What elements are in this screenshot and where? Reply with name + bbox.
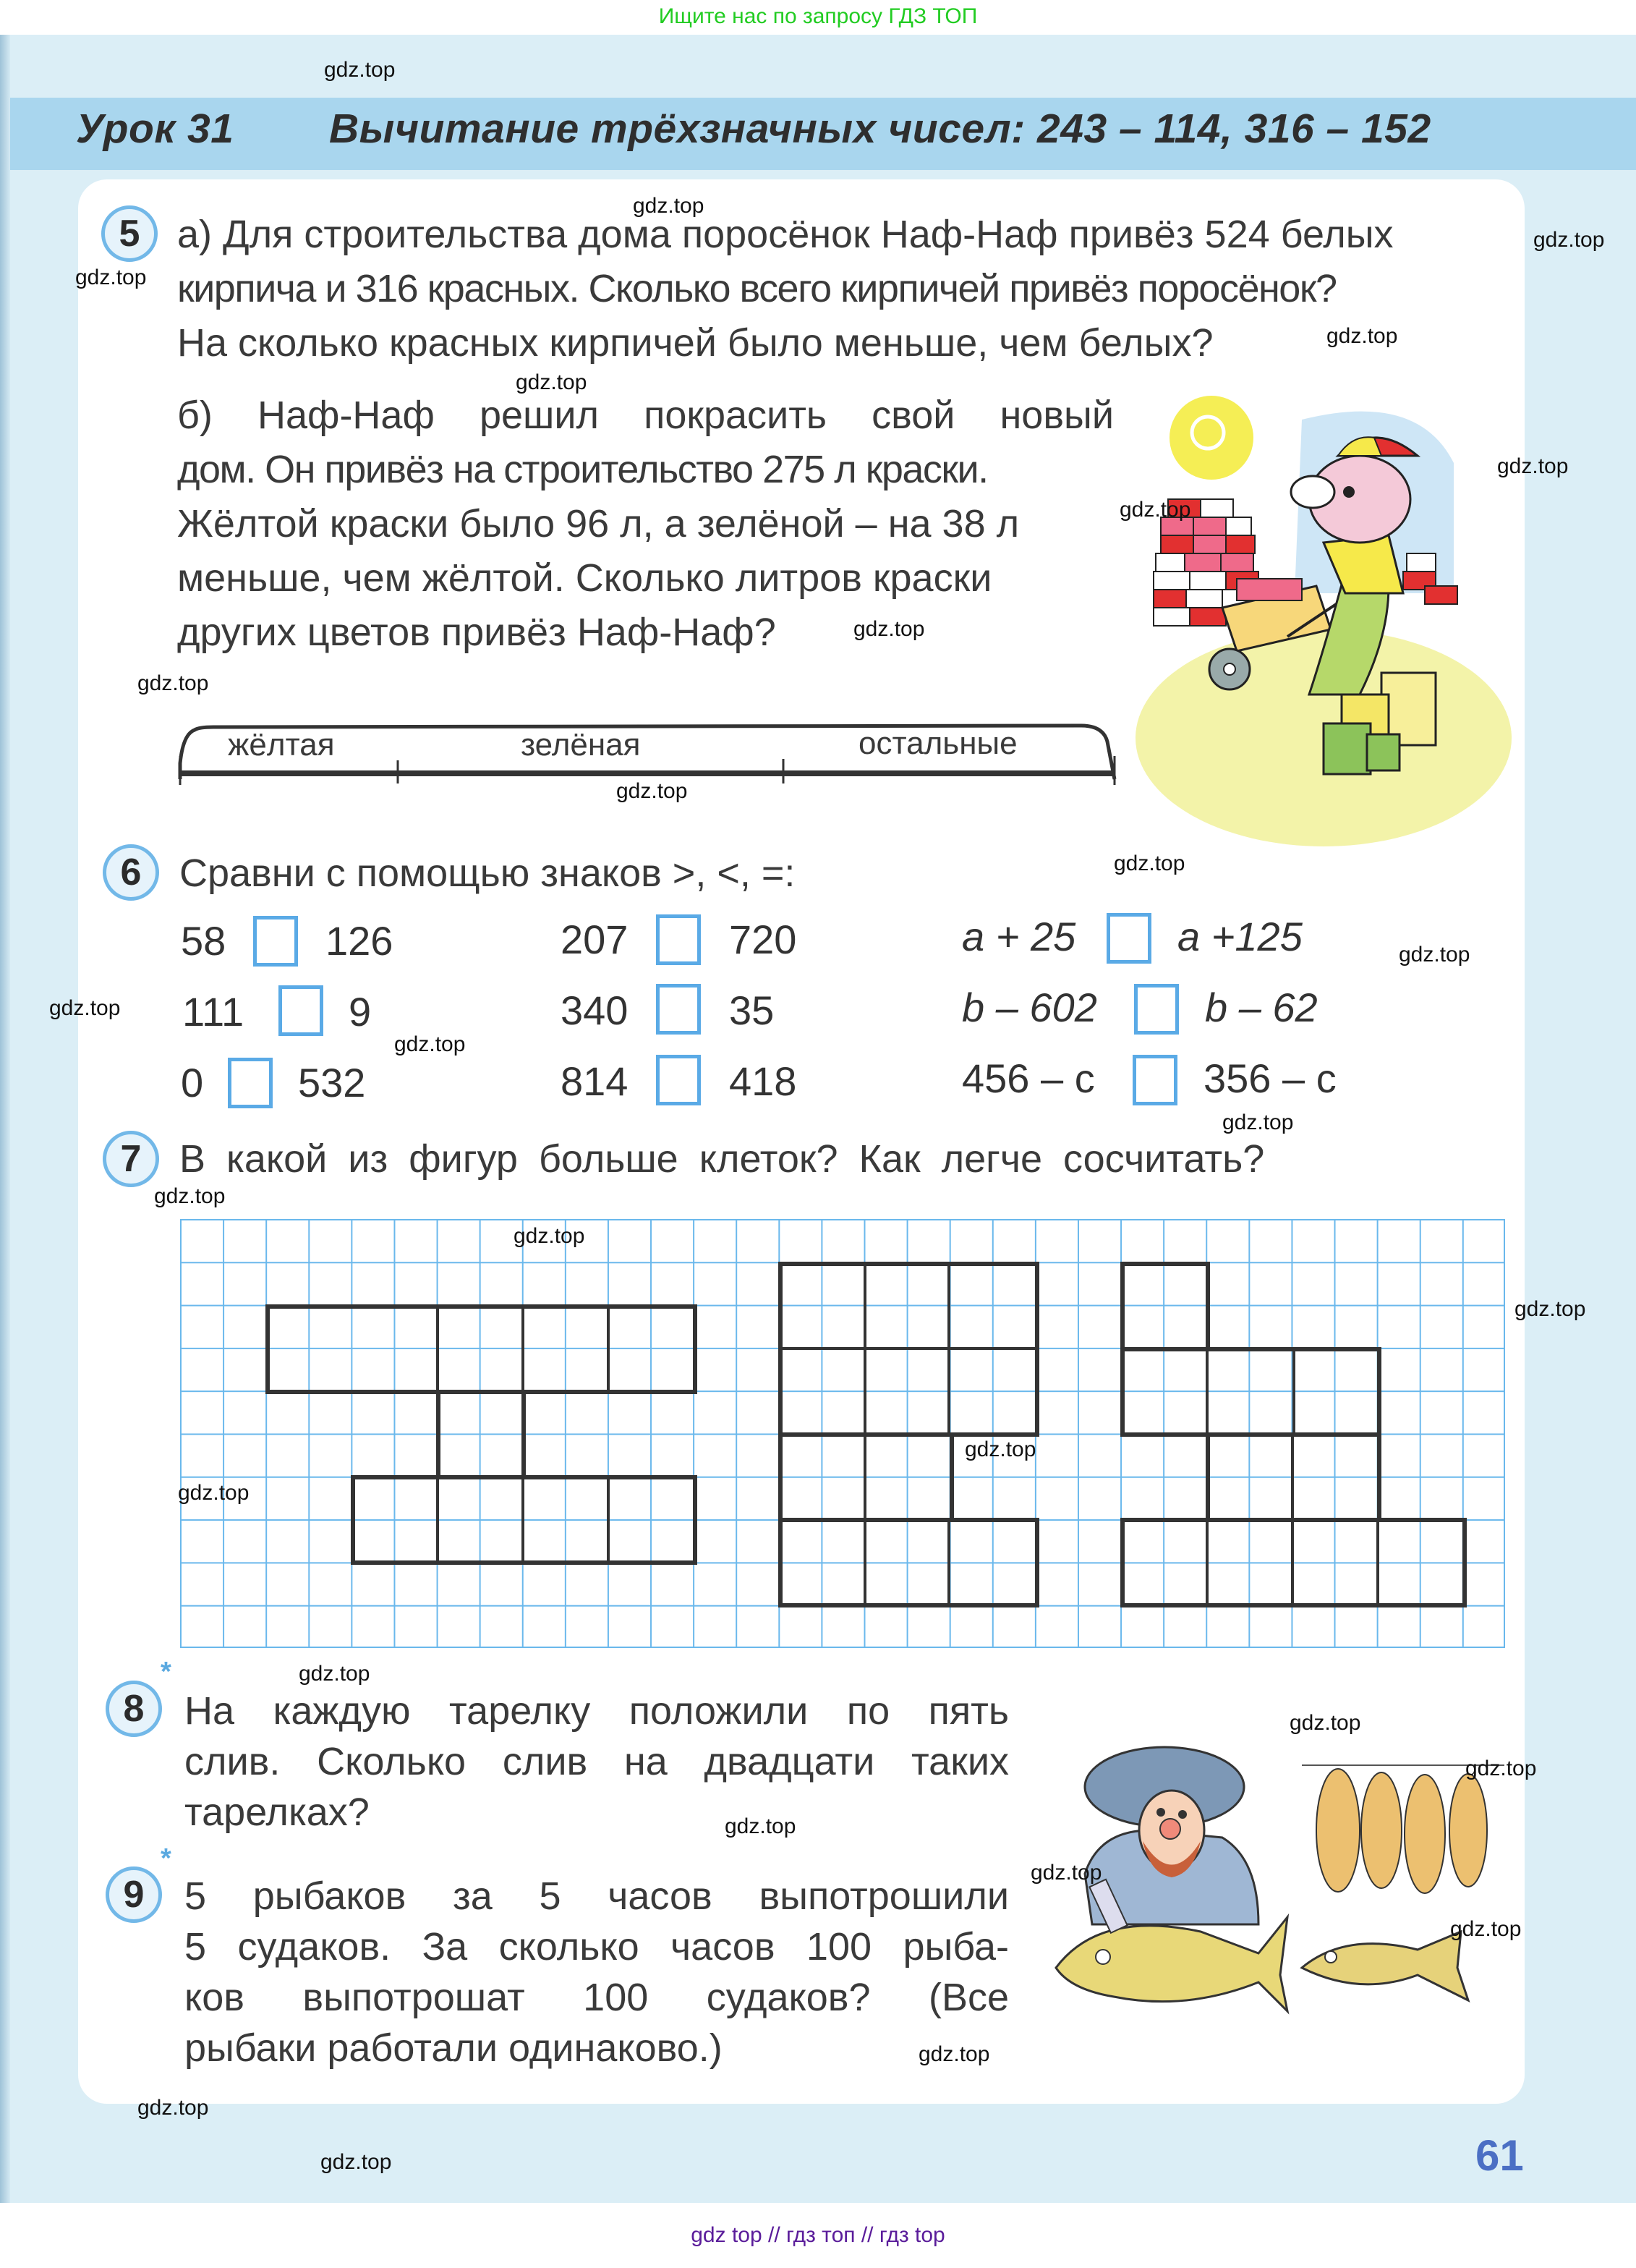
watermark: gdz.top [154,1184,226,1208]
figure-3-divider [1206,1518,1294,1607]
compare-sign-input[interactable] [228,1058,273,1108]
figure-1-middle [436,1390,526,1479]
watermark: gdz.top [1533,228,1605,252]
figure-1-divider [521,1475,610,1565]
task9-line-2: 5 судаков. За сколько часов 100 рыба- [184,1925,1009,1968]
compare-sign-input[interactable] [1134,984,1179,1035]
bottom-banner[interactable]: gdz top // гдз топ // гдз top [0,2203,1636,2255]
watermark: gdz.top [178,1481,250,1505]
task-number-5: 5 [101,205,158,262]
compare-sign-input[interactable] [656,1055,701,1105]
page-number: 61 [1475,2131,1524,2180]
compare-left: 340 [561,988,629,1033]
task5a-line-1: а) Для строительства дома поросёнок Наф-Наф привёз 524 белых [177,213,1394,256]
task-number-7: 7 [103,1131,159,1187]
watermark: gdz.top [1514,1297,1586,1321]
compare-sign-input[interactable] [278,985,323,1036]
task-number-9: 9 [106,1866,162,1923]
watermark: gdz.top [516,370,587,394]
compare-right: 9 [349,989,372,1035]
task8-line-1: На каждую тарелку положили по пять [184,1689,1009,1733]
watermark: gdz.top [137,671,209,695]
task9-line-3: ков выпотрошат 100 судаков? (Все [184,1976,1009,2019]
watermark: gdz.top [725,1814,796,1838]
star-icon: * [161,1843,171,1874]
compare-sign-input[interactable] [1133,1055,1177,1105]
fisherman-with-fish-icon [1041,1736,1504,2026]
figure-1-divider [436,1304,524,1394]
compare-sign-input[interactable] [1107,913,1151,964]
compare-left: 207 [561,917,629,962]
compare-left: 814 [561,1058,629,1104]
task5b-line-4: меньше, чем жёлтой. Сколько литров краски [177,556,992,600]
watermark: gdz.top [394,1032,466,1056]
watermark: gdz.top [919,2042,990,2066]
watermark: gdz.top [1114,851,1185,875]
watermark: gdz.top [1120,498,1191,522]
compare-right: 35 [729,988,775,1033]
segment-diagram [177,713,1117,785]
figure-3-divider [1376,1518,1379,1607]
task5b-line-1: б) Наф-Наф решил покрасить свой новый [177,394,1114,437]
task9-line-1: 5 рыбаков за 5 часов выпотрошили [184,1874,1009,1918]
watermark: gdz.top [75,266,147,289]
watermark: gdz.top [320,2150,392,2174]
watermark: gdz.top [1399,943,1470,967]
task8-line-3: тарелках? [184,1791,370,1834]
compare-sign-input[interactable] [253,916,298,967]
segment-label-green: зелёная [521,727,641,763]
watermark: gdz.top [1450,1917,1522,1941]
lesson-number: Урок 31 [76,106,234,152]
watermark: gdz.top [853,617,925,641]
figure-1-divider [436,1475,524,1565]
watermark: gdz.top [514,1224,585,1248]
compare-left: 0 [181,1060,204,1105]
figure-3-divider [1206,1347,1295,1437]
star-icon: * [161,1657,171,1687]
compare-right: 720 [729,917,797,962]
figure-3-divider [1291,1432,1294,1522]
pig-with-wheelbarrow-icon [1114,376,1533,854]
task8-line-2: слив. Сколько слив на двадцати таких [184,1740,1009,1783]
watermark: gdz.top [1222,1110,1294,1134]
lesson-topic: Вычитание трёхзначных чисел: 243 – 114, 316 – 152 [329,106,1431,152]
pig-builder-illustration [1114,376,1533,854]
compare-left: 456 – c [962,1056,1095,1101]
watermark: gdz.top [49,996,121,1020]
watermark: gdz.top [633,194,704,218]
task-number-8: 8 [106,1681,162,1737]
watermark: gdz.top [1465,1757,1537,1780]
compare-sign-input[interactable] [656,984,701,1035]
watermark: gdz.top [965,1437,1036,1461]
task5a-line-3: На сколько красных кирпичей было меньше, чем белых? [177,321,1214,365]
compare-right: b – 62 [1205,985,1318,1030]
fisherman-illustration [1041,1736,1504,2026]
compare-left: b – 602 [962,985,1097,1030]
compare-left: 58 [181,918,226,964]
watermark: gdz.top [1290,1711,1361,1735]
lesson-title [76,105,1431,153]
task9-line-4: рыбаки работали одинаково.) [184,2026,723,2070]
task5a-line-2: кирпича и 316 красных. Сколько всего кирпичей привёз поросёнок? [177,267,1337,310]
compare-right: 356 – c [1203,1056,1337,1101]
compare-right: 126 [325,918,393,964]
task5b-line-3: Жёлтой краски было 96 л, а зелёной – на 38 л [177,502,1020,545]
figure-3-top [1120,1262,1210,1351]
compare-left: 111 [182,989,244,1035]
task7-prompt: В какой из фигур больше клеток? Как легче сосчитать? [179,1137,1265,1181]
segment-label-yellow: жёлтая [228,727,335,763]
watermark: gdz.top [1326,324,1398,348]
task5b-line-2: дом. Он привёз на строительство 275 л краски. [177,448,988,491]
figure-2-divider [864,1262,950,1437]
watermark: gdz.top [299,1662,370,1686]
segment-label-other: остальные [859,726,1018,761]
watermark: gdz.top [1031,1861,1102,1885]
task6-prompt: Сравни с помощью знаков >, <, =: [179,851,796,895]
watermark: gdz.top [616,779,688,803]
figure-1-divider [521,1304,610,1394]
compare-left: a + 25 [962,914,1076,959]
figure-1-divider [351,1304,439,1394]
watermark: gdz.top [1497,454,1569,478]
figure-2-divider [864,1518,950,1607]
top-banner[interactable]: Ищите нас по запросу ГДЗ ТОП [658,4,978,28]
compare-right: 532 [298,1060,366,1105]
compare-right: 418 [729,1058,797,1104]
watermark: gdz.top [137,2096,209,2120]
compare-sign-input[interactable] [656,914,701,965]
page-spine-edge [0,35,10,2203]
compare-right: a +125 [1177,914,1303,959]
task-number-6: 6 [103,844,159,901]
figure-2-divider [864,1432,866,1522]
task5b-line-5: других цветов привёз Наф-Наф? [177,611,776,654]
watermark: gdz.top [324,58,396,82]
